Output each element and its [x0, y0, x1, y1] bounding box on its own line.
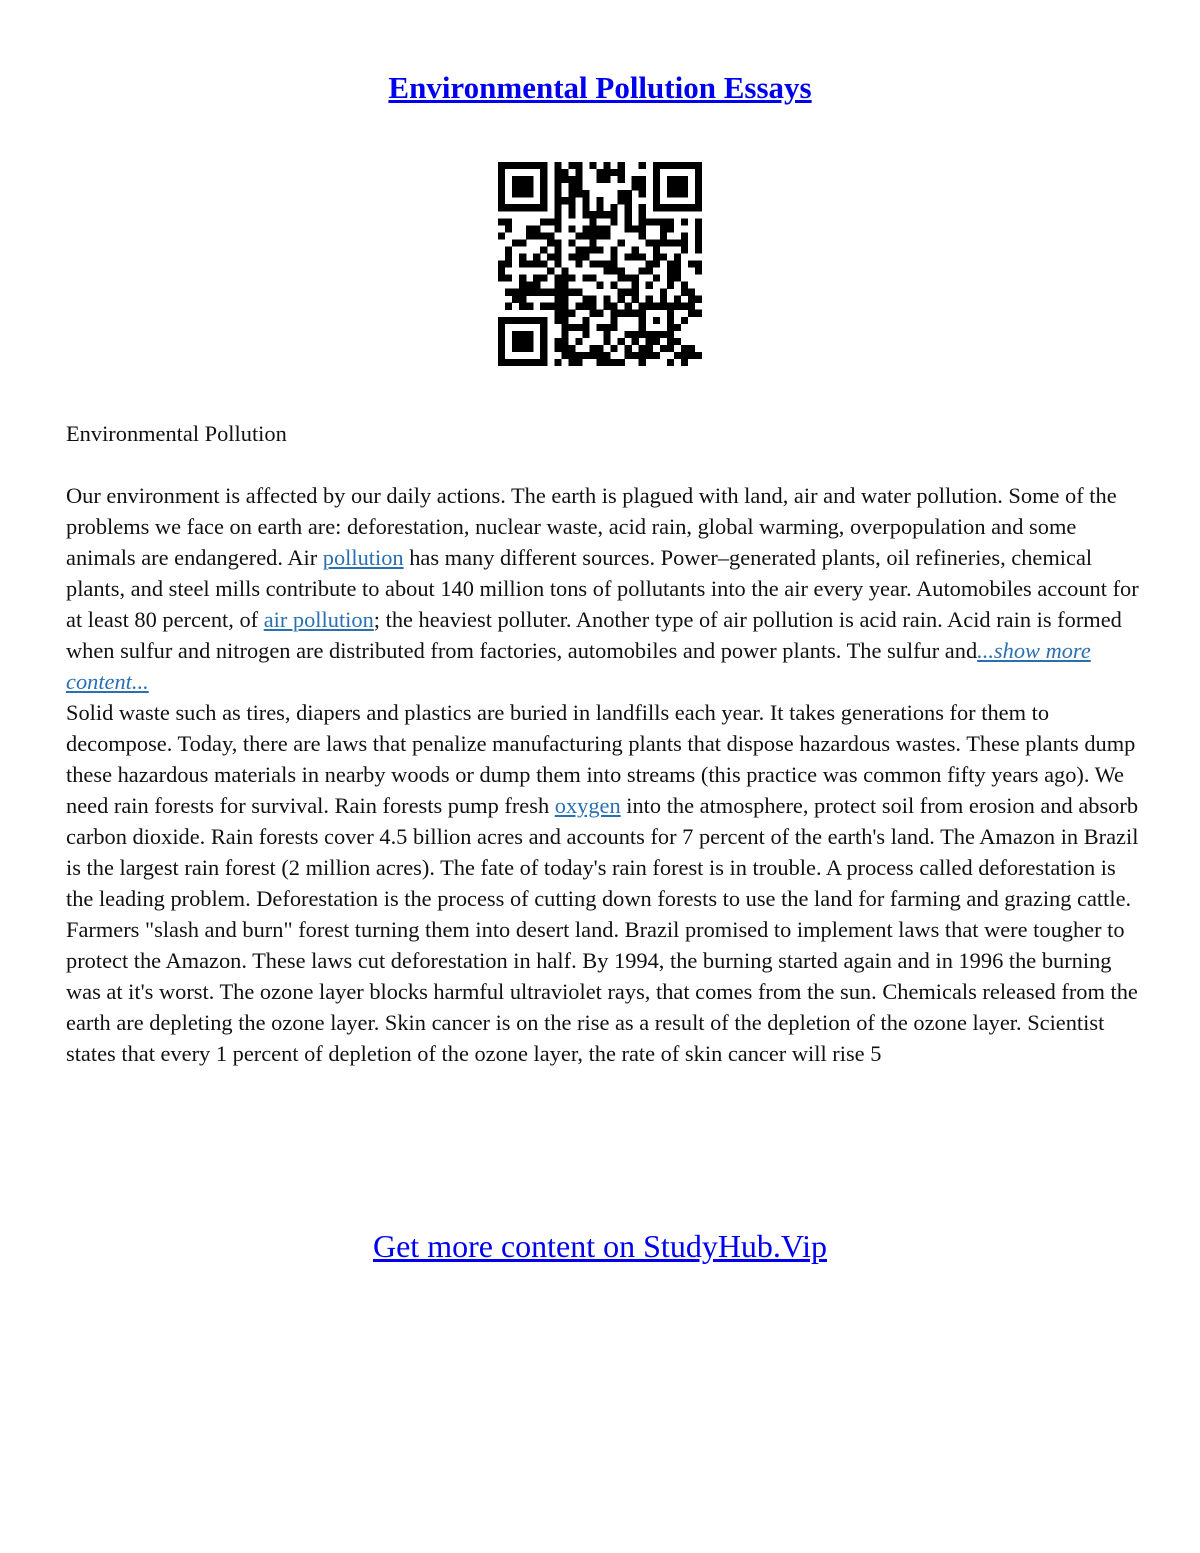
air-pollution-link[interactable]: air pollution: [263, 607, 374, 632]
paragraph-1-text-a: Our environment is affected by our daily actions. The earth is plagued with land, air and water pollution. Some of the problems we face on earth are: deforestation, nuclear waste, acid rain, global warming, overpopulation and some animals are endangered. Air: [66, 483, 1117, 570]
paragraph-1: [66, 480, 1141, 697]
section-heading: Environmental Pollution: [66, 421, 287, 446]
qr-code-icon: [498, 162, 702, 366]
oxygen-link[interactable]: oxygen: [554, 793, 621, 818]
paragraph-1-text-c: ; the heaviest polluter. Another type of air pollution is acid rain. Acid rain is formed when sulfur and nitrogen are distributed from factories, automobiles and power plants. The sulfur and: [66, 607, 1122, 663]
paragraph-2-text-a: Solid waste such as tires, diapers and plastics are buried in landfills each year. It takes generations for them to decompose. Today, there are laws that penalize manufacturing plants that dispose hazardous wastes. These plants dump these hazardous materials in nearby woods or dump them into streams (this practice was common fifty years ago). We need rain forests for survival. Rain forests pump fresh: [66, 700, 1136, 818]
pollution-link[interactable]: pollution: [322, 545, 404, 570]
paragraph-2: [66, 697, 1141, 1069]
studyhub-footer-link[interactable]: Get more content on StudyHub.Vip: [372, 1228, 827, 1264]
essay-body: [66, 418, 1141, 1069]
page-title[interactable]: Environmental Pollution Essays: [388, 70, 812, 105]
paragraph-2-text-b: into the atmosphere, protect soil from erosion and absorb carbon dioxide. Rain forests cover 4.5 billion acres and accounts for 7 percent of the earth's land. The Amazon in Brazil is the largest rain forest (2 million acres). The fate of today's rain forest is in trouble. A process called deforestation is the leading problem. Deforestation is the process of cutting down forests to use the land for farming and grazing cattle. Farmers "slash and burn" forest turning them into desert land. Brazil promised to implement laws that were tougher to protect the Amazon. These laws cut deforestation in half. By 1994, the burning started again and in 1996 the burning was at it's worst. The ozone layer blocks harmful ultraviolet rays, that comes from the sun. Chemicals released from the earth are depleting the ozone layer. Skin cancer is on the rise as a result of the depletion of the ozone layer. Scientist states that every 1 percent of depletion of the ozone layer, the rate of skin cancer will rise 5: [66, 793, 1139, 1066]
show-more-link[interactable]: ...show more content...: [66, 638, 1091, 694]
paragraph-1-text-b: has many different sources. Power–generated plants, oil refineries, chemical plants, and steel mills contribute to about 140 million tons of pollutants into the air every year. Automobiles account for at least 80 percent, of: [66, 545, 1139, 632]
